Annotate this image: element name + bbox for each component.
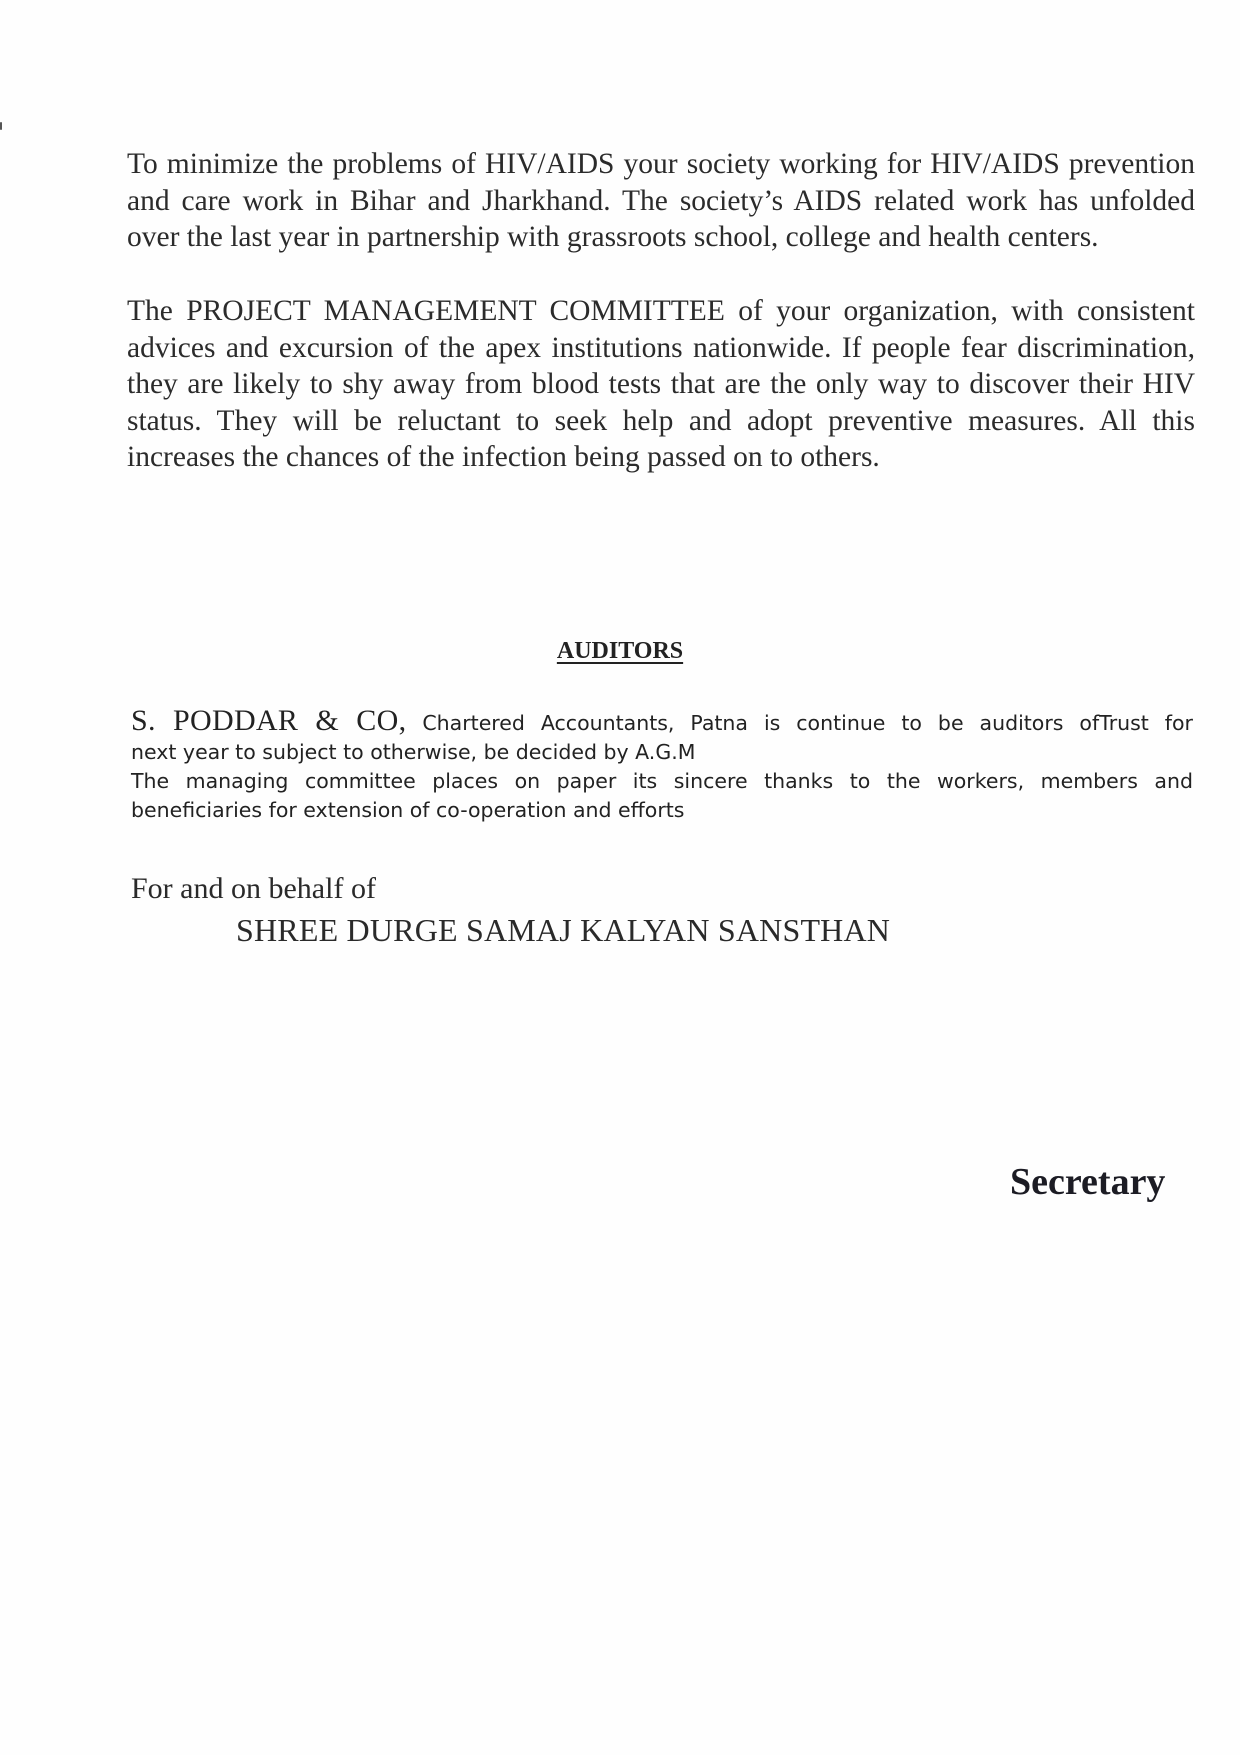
auditors-heading: AUDITORS bbox=[556, 638, 684, 664]
auditors-section bbox=[131, 706, 1193, 825]
paragraph-project-management-committee: The PROJECT MANAGEMENT COMMITTEE of your organization, with consistent advices and excursion of the apex institutions nationwide. If people fear discrimination, they are likely to shy away from blood tests that are the only way to discover their HIV status. They will be reluctant to seek help and adopt preventive measures. All this increases the chances of the infection being passed on to others. bbox=[127, 295, 1195, 473]
scan-mark bbox=[0, 122, 2, 130]
auditor-line-4: beneficiaries for extension of co-operation and efforts bbox=[131, 798, 685, 822]
auditor-line-3: The managing committee places on paper its sincere thanks to the workers, members and bbox=[131, 769, 1193, 793]
auditor-line-2: next year to subject to otherwise, be decided by A.G.M bbox=[131, 740, 696, 764]
paragraph-hiv-aids-work: To minimize the problems of HIV/AIDS your society working for HIV/AIDS prevention and care work in Bihar and Jharkhand. The society’s AIDS related work has unfolded over the last year in partnership with grassroots school, college and health centers. bbox=[127, 148, 1195, 253]
signatory-title: Secretary bbox=[1010, 1161, 1166, 1203]
auditor-firm-name: S. PODDAR & CO, bbox=[131, 704, 407, 737]
auditor-line-1 bbox=[131, 706, 1193, 738]
auditor-line-1-text: Chartered Accountants, Patna is continue to be auditors ofTrust for bbox=[422, 711, 1193, 735]
behalf-text: For and on behalf of bbox=[131, 872, 376, 905]
organization-name: SHREE DURGE SAMAJ KALYAN SANSTHAN bbox=[236, 912, 891, 948]
